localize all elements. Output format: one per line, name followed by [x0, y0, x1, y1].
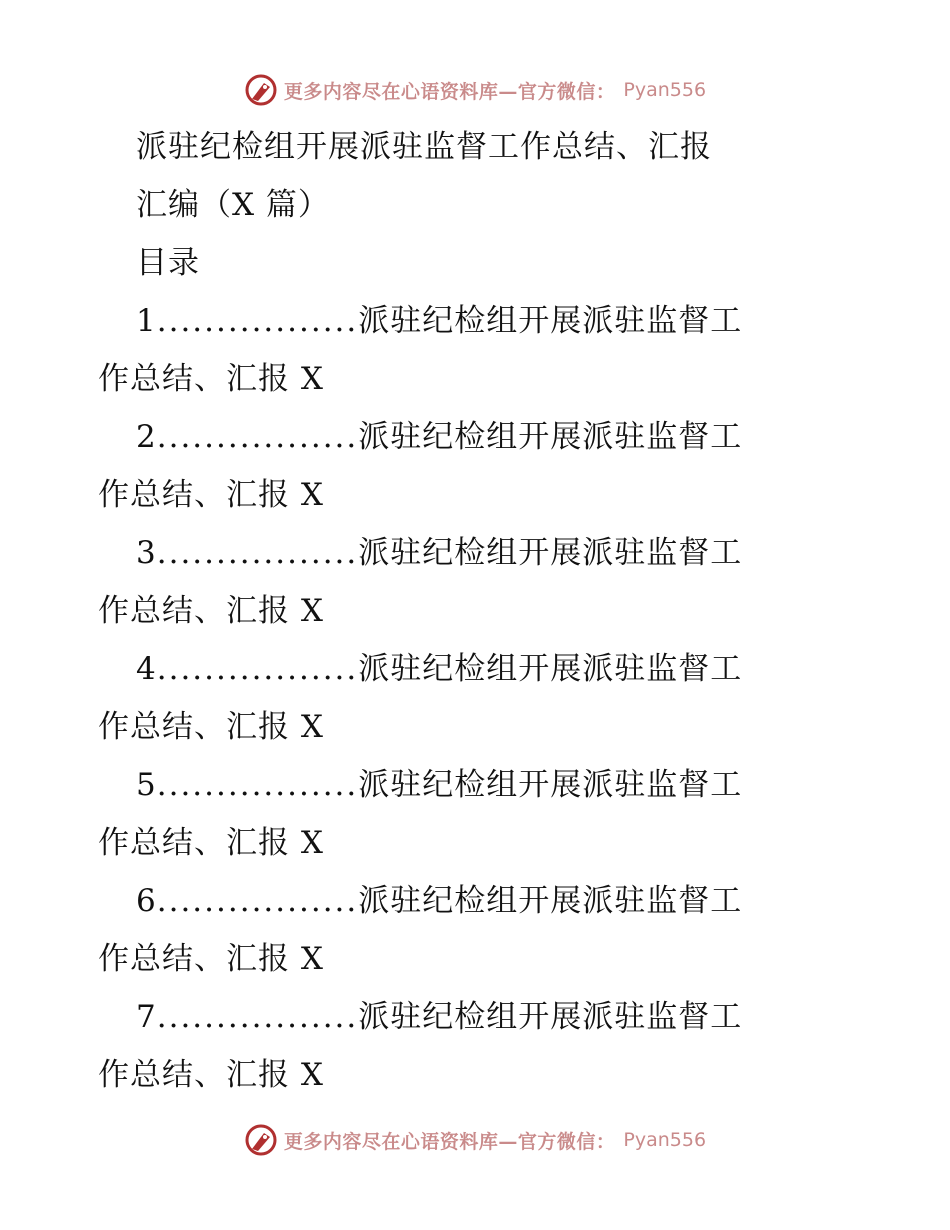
- watermark-wechat-id: Pyan556: [623, 1129, 707, 1151]
- toc-item-title-part-1: 派驻纪检组开展派驻监督工: [358, 303, 743, 339]
- header-watermark: [0, 70, 950, 110]
- pen-nib-circle-icon: [244, 73, 278, 107]
- watermark-text: 更多内容尽在心语资料库—官方微信：: [283, 80, 616, 103]
- toc-item-number: 2: [136, 419, 157, 455]
- document-body: [0, 118, 950, 1104]
- toc-item-number: 4: [136, 651, 157, 687]
- toc-item-title-part-1: 派驻纪检组开展派驻监督工: [358, 883, 743, 919]
- toc-item-line-1: [0, 756, 950, 814]
- document-title-line-1: 派驻纪检组开展派驻监督工作总结、汇报: [136, 129, 712, 165]
- toc-item-line-1: [0, 524, 950, 582]
- toc-item-line-1: [0, 872, 950, 930]
- toc-item: [0, 756, 950, 872]
- toc-item-title-part-1: 派驻纪检组开展派驻监督工: [358, 419, 743, 455]
- watermark-text: 更多内容尽在心语资料库—官方微信：: [283, 1130, 616, 1153]
- toc-item-line-1: [0, 640, 950, 698]
- toc-item-title-part-2: 作总结、汇报 X: [98, 361, 324, 397]
- toc-item-leader-dots: .................: [156, 883, 359, 919]
- toc-item-title-part-2: 作总结、汇报 X: [98, 825, 324, 861]
- toc-item: [0, 292, 950, 408]
- toc-item: [0, 408, 950, 524]
- toc-item-number: 1: [136, 303, 157, 339]
- toc-list: [0, 292, 950, 1104]
- toc-item-title-part-2: 作总结、汇报 X: [98, 477, 324, 513]
- toc-item-title-part-2: 作总结、汇报 X: [98, 709, 324, 745]
- toc-item-title-part-1: 派驻纪检组开展派驻监督工: [358, 767, 743, 803]
- toc-item-title-part-2: 作总结、汇报 X: [98, 593, 324, 629]
- toc-item-leader-dots: .................: [156, 419, 359, 455]
- toc-item-title-part-1: 派驻纪检组开展派驻监督工: [358, 651, 743, 687]
- toc-item-title-part-1: 派驻纪检组开展派驻监督工: [358, 999, 743, 1035]
- toc-item-line-1: [0, 988, 950, 1046]
- toc-item-title-part-1: 派驻纪检组开展派驻监督工: [358, 535, 743, 571]
- toc-item-leader-dots: .................: [156, 999, 359, 1035]
- toc-item-number: 3: [136, 535, 157, 571]
- toc-item: [0, 988, 950, 1104]
- footer-watermark: [0, 1120, 950, 1160]
- toc-item: [0, 872, 950, 988]
- toc-heading: 目录: [136, 245, 200, 281]
- document-title-line-2: 汇编（X 篇）: [136, 187, 330, 223]
- toc-item: [0, 640, 950, 756]
- toc-item-leader-dots: .................: [156, 535, 359, 571]
- toc-item-title-part-2: 作总结、汇报 X: [98, 941, 324, 977]
- toc-item: [0, 524, 950, 640]
- toc-item-number: 6: [136, 883, 157, 919]
- toc-item-leader-dots: .................: [156, 767, 359, 803]
- pen-nib-circle-icon: [244, 1123, 278, 1157]
- toc-item-title-part-2: 作总结、汇报 X: [98, 1057, 324, 1093]
- watermark-wechat-id: Pyan556: [623, 79, 707, 101]
- toc-item-number: 7: [136, 999, 157, 1035]
- toc-item-leader-dots: .................: [156, 303, 359, 339]
- toc-item-leader-dots: .................: [156, 651, 359, 687]
- toc-item-line-1: [0, 292, 950, 350]
- toc-item-line-1: [0, 408, 950, 466]
- toc-item-number: 5: [136, 767, 157, 803]
